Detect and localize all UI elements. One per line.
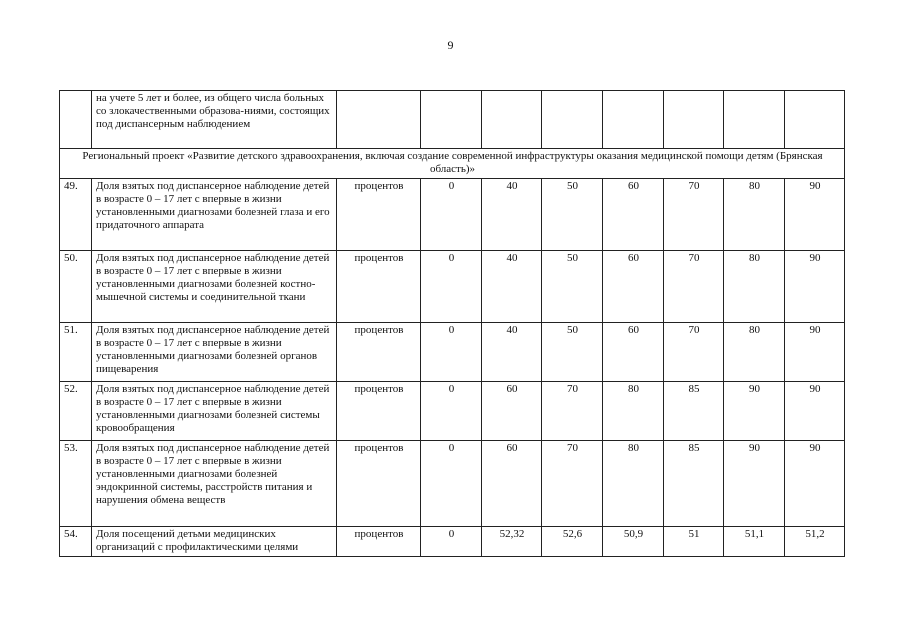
value-cell: 90 xyxy=(785,441,845,527)
value-cell: 85 xyxy=(664,441,724,527)
value-cell: 60 xyxy=(603,323,664,382)
value-cell: 70 xyxy=(664,251,724,323)
indicators-table xyxy=(59,90,845,557)
value-cell xyxy=(421,91,482,149)
value-cell: 80 xyxy=(724,323,785,382)
data-rows xyxy=(60,179,845,557)
row-number-cell: 51. xyxy=(60,323,92,382)
section-header-row xyxy=(60,149,845,179)
value-cell: 90 xyxy=(785,179,845,251)
value-cell: 0 xyxy=(421,441,482,527)
row-number-cell xyxy=(60,91,92,149)
value-cell: 70 xyxy=(542,382,603,441)
value-cell: 0 xyxy=(421,179,482,251)
row-number-cell: 54. xyxy=(60,527,92,557)
value-cell xyxy=(482,91,542,149)
indicator-text-cell: Доля взятых под диспансерное наблюдение детей в возрасте 0 – 17 лет с впервые в жизни установленными диагнозами болезней эндокринной системы, расстройств питания и нарушения обмена веществ xyxy=(92,441,337,527)
indicator-text-cell: Доля взятых под диспансерное наблюдение детей в возрасте 0 – 17 лет с впервые в жизни установленными диагнозами болезней системы кровообращения xyxy=(92,382,337,441)
row-number-cell: 53. xyxy=(60,441,92,527)
page-number: 9 xyxy=(447,38,454,52)
value-cell: 60 xyxy=(603,179,664,251)
value-cell: 80 xyxy=(603,441,664,527)
unit-cell: процентов xyxy=(337,382,421,441)
table-row xyxy=(60,441,845,527)
value-cell: 90 xyxy=(724,382,785,441)
value-cell xyxy=(664,91,724,149)
value-cell: 70 xyxy=(664,323,724,382)
value-cell: 0 xyxy=(421,251,482,323)
value-cell: 40 xyxy=(482,323,542,382)
unit-cell: процентов xyxy=(337,179,421,251)
value-cell: 70 xyxy=(542,441,603,527)
section-title: Региональный проект «Развитие детского здравоохранения, включая создание современной инфраструктуры оказания медицинской помощи детям (Брянская область)» xyxy=(60,149,845,179)
unit-cell: процентов xyxy=(337,441,421,527)
unit-cell xyxy=(337,91,421,149)
value-cell: 50 xyxy=(542,179,603,251)
unit-cell: процентов xyxy=(337,251,421,323)
table-row xyxy=(60,251,845,323)
unit-cell: процентов xyxy=(337,527,421,557)
value-cell: 0 xyxy=(421,382,482,441)
value-cell xyxy=(542,91,603,149)
value-cell: 51 xyxy=(664,527,724,557)
value-cell: 50,9 xyxy=(603,527,664,557)
value-cell: 52,6 xyxy=(542,527,603,557)
value-cell: 40 xyxy=(482,179,542,251)
value-cell: 70 xyxy=(664,179,724,251)
value-cell xyxy=(603,91,664,149)
value-cell: 60 xyxy=(482,382,542,441)
indicator-text-cell: Доля посещений детьми медицинских организаций с профилактическими целями xyxy=(92,527,337,557)
row-number-cell: 52. xyxy=(60,382,92,441)
value-cell: 90 xyxy=(785,251,845,323)
value-cell: 85 xyxy=(664,382,724,441)
value-cell: 80 xyxy=(724,179,785,251)
indicator-text-cell: Доля взятых под диспансерное наблюдение детей в возрасте 0 – 17 лет с впервые в жизни установленными диагнозами болезней органов пищеварения xyxy=(92,323,337,382)
indicator-text-cell: на учете 5 лет и более, из общего числа больных со злокачественными образова-ниями, состоящих под диспансерным наблюдением xyxy=(92,91,337,149)
value-cell: 80 xyxy=(603,382,664,441)
value-cell: 90 xyxy=(785,382,845,441)
value-cell: 50 xyxy=(542,251,603,323)
table-row xyxy=(60,323,845,382)
row-number-cell: 50. xyxy=(60,251,92,323)
unit-cell: процентов xyxy=(337,323,421,382)
table-row-continuation xyxy=(60,91,845,149)
value-cell: 60 xyxy=(482,441,542,527)
value-cell: 52,32 xyxy=(482,527,542,557)
value-cell xyxy=(724,91,785,149)
value-cell: 40 xyxy=(482,251,542,323)
table-row xyxy=(60,382,845,441)
indicator-text-cell: Доля взятых под диспансерное наблюдение детей в возрасте 0 – 17 лет с впервые в жизни установленными диагнозами болезней костно-мышечной системы и соединительной ткани xyxy=(92,251,337,323)
value-cell: 60 xyxy=(603,251,664,323)
value-cell: 51,2 xyxy=(785,527,845,557)
table-row xyxy=(60,527,845,557)
value-cell: 90 xyxy=(785,323,845,382)
indicator-text-cell: Доля взятых под диспансерное наблюдение детей в возрасте 0 – 17 лет с впервые в жизни установленными диагнозами болезней глаза и его придаточного аппарата xyxy=(92,179,337,251)
value-cell: 0 xyxy=(421,527,482,557)
table-row xyxy=(60,179,845,251)
value-cell: 80 xyxy=(724,251,785,323)
value-cell: 0 xyxy=(421,323,482,382)
value-cell: 51,1 xyxy=(724,527,785,557)
value-cell: 90 xyxy=(724,441,785,527)
row-number-cell: 49. xyxy=(60,179,92,251)
value-cell: 50 xyxy=(542,323,603,382)
value-cell xyxy=(785,91,845,149)
